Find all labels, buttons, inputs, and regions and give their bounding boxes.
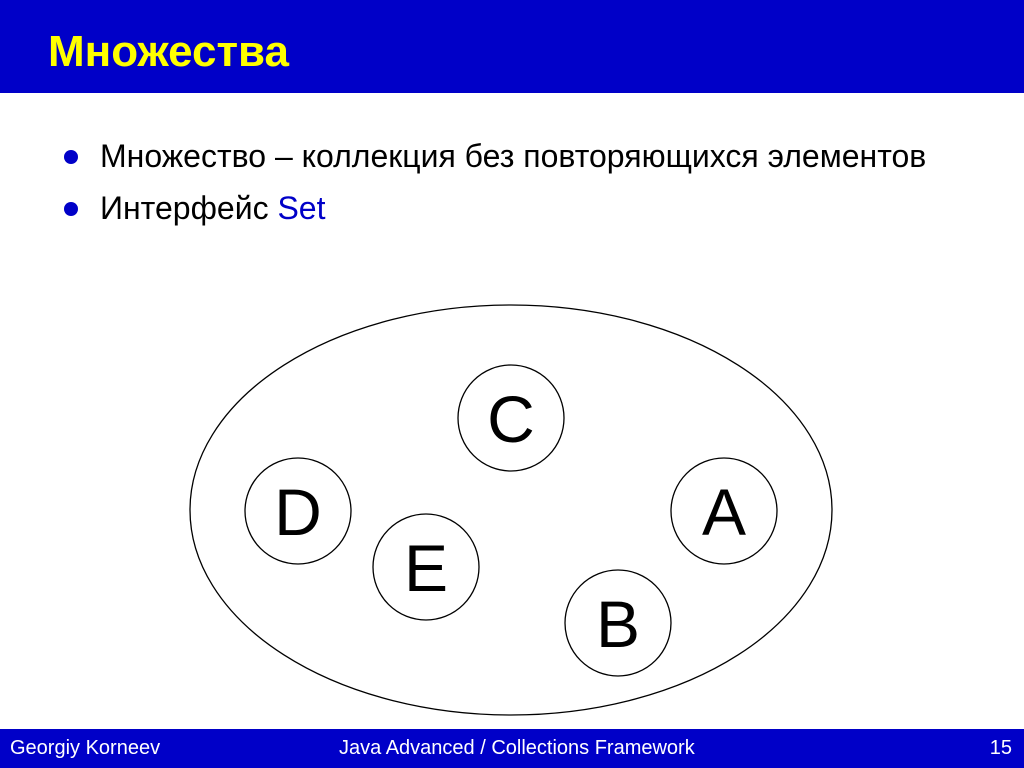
element-label: A — [701, 475, 747, 549]
set-element — [671, 458, 777, 564]
element-label: E — [403, 531, 449, 605]
set-element — [245, 458, 351, 564]
set-element — [373, 514, 479, 620]
footer-bar — [0, 729, 1024, 768]
page-number: 15 — [989, 737, 1012, 759]
element-label: C — [487, 382, 535, 456]
footer-author: Georgiy Korneev — [10, 737, 161, 759]
interface-name: Set — [277, 190, 326, 226]
footer-course: Java Advanced / Collections Framework — [339, 737, 695, 759]
set-element — [458, 365, 564, 471]
set-element — [565, 570, 671, 676]
slide-title: Множества — [48, 27, 289, 76]
element-label: B — [595, 587, 641, 661]
bullet-text: Множество – коллекция без повторяющихся элементов — [100, 138, 927, 174]
element-label: D — [274, 475, 322, 549]
bullet-text: Интерфейс — [100, 190, 278, 226]
